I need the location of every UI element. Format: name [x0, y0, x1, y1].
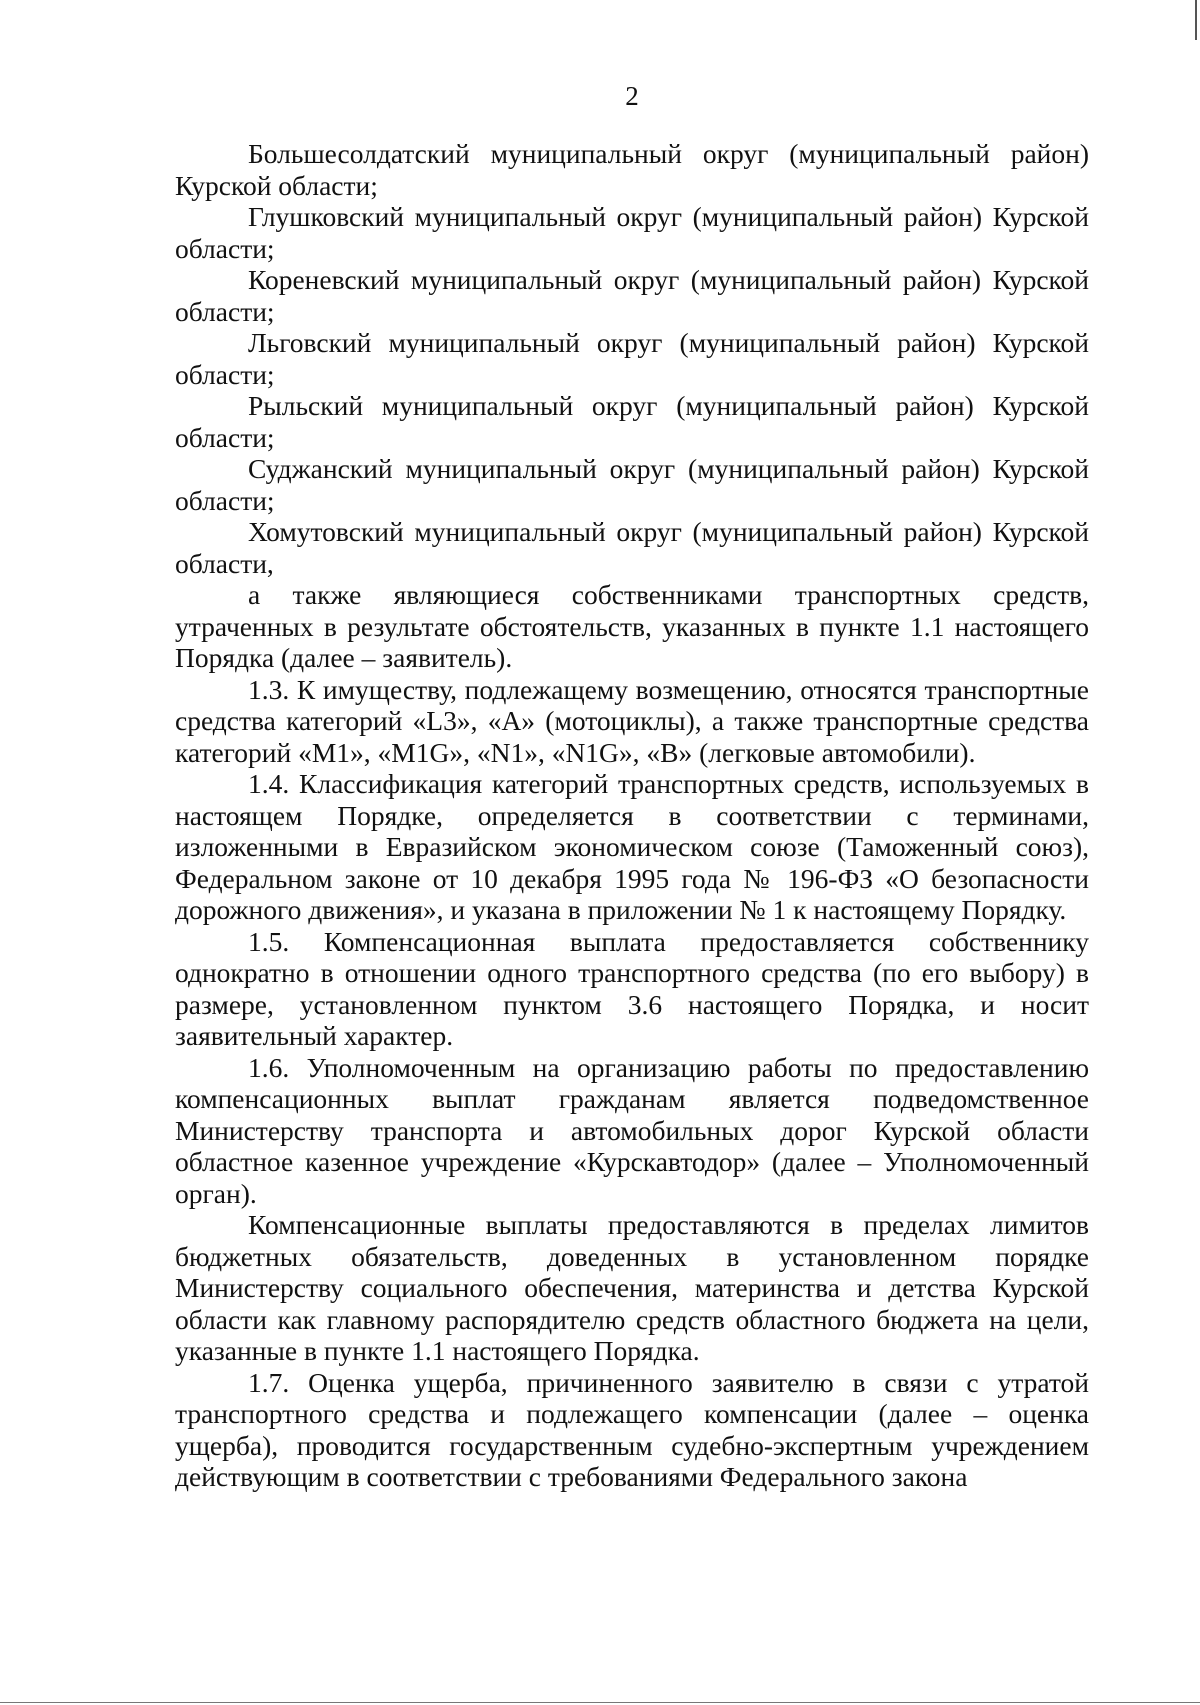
paragraph-district-khomutovsky: Хомутовский муниципальный округ (муниципальный район) Курской области,: [175, 516, 1089, 579]
paragraph-clause-1-6: 1.6. Уполномоченным на организацию работы по предоставлению компенсационных выплат гражданам является подведомственное Министерству транспорта и автомобильных дорог Курской области областное казенное учреждение «Курскавтодор» (далее – Уполномоченный орган).: [175, 1051, 1089, 1209]
scan-edge-mark: [1195, 0, 1197, 40]
paragraph-district-bolshesoldatsky: Большесолдатский муниципальный округ (муниципальный район) Курской области;: [175, 138, 1089, 201]
paragraph-district-glushkovsky: Глушковский муниципальный округ (муниципальный район) Курской области;: [175, 201, 1089, 264]
paragraph-district-sudzhansky: Суджанский муниципальный округ (муниципальный район) Курской области;: [175, 453, 1089, 516]
paragraph-clause-1-3: 1.3. К имуществу, подлежащему возмещению, относятся транспортные средства категорий «L3», «A» (мотоциклы), а также транспортные средства категорий «M1», «M1G», «N1», «N1G», «B» (легковые автомобили).: [175, 673, 1089, 768]
document-body: [175, 138, 1089, 1493]
paragraph-district-korenevsky: Кореневский муниципальный округ (муниципальный район) Курской области;: [175, 264, 1089, 327]
page-number: 2: [625, 81, 639, 111]
paragraph-budget-limits: Компенсационные выплаты предоставляются в пределах лимитов бюджетных обязательств, доведенных в установленном порядке Министерству социального обеспечения, материнства и детства Курской области как главному распорядителю средств областного бюджета на цели, указанные в пункте 1.1 настоящего Порядка.: [175, 1209, 1089, 1366]
paragraph-district-lgovsky: Льговский муниципальный округ (муниципальный район) Курской области;: [175, 327, 1089, 390]
paragraph-clause-1-4: 1.4. Классификация категорий транспортных средств, используемых в настоящем Порядке, определяется в соответствии с терминами, изложенными в Евразийском экономическом союзе (Таможенный союз), Федеральном законе от 10 декабря 1995 года № 196-ФЗ «О безопасности дорожного движения», и указана в приложении № 1 к настоящему Порядку.: [175, 768, 1089, 925]
paragraph-applicant-definition: а также являющиеся собственниками транспортных средств, утраченных в результате обстоятельств, указанных в пункте 1.1 настоящего Порядка (далее – заявитель).: [175, 579, 1089, 673]
paragraph-clause-1-7: 1.7. Оценка ущерба, причиненного заявителю в связи с утратой транспортного средства и подлежащего компенсации (далее – оценка ущерба), проводится государственным судебно-экспертным учреждением действующим в соответствии с требованиями Федерального закона: [175, 1366, 1089, 1492]
paragraph-clause-1-5: 1.5. Компенсационная выплата предоставляется собственнику однократно в отношении одного транспортного средства (по его выбору) в размере, установленном пунктом 3.6 настоящего Порядка, и носит заявительный характер.: [175, 925, 1089, 1051]
scan-bottom-edge: [0, 1702, 1200, 1703]
paragraph-district-rylsky: Рыльский муниципальный округ (муниципальный район) Курской области;: [175, 390, 1089, 453]
